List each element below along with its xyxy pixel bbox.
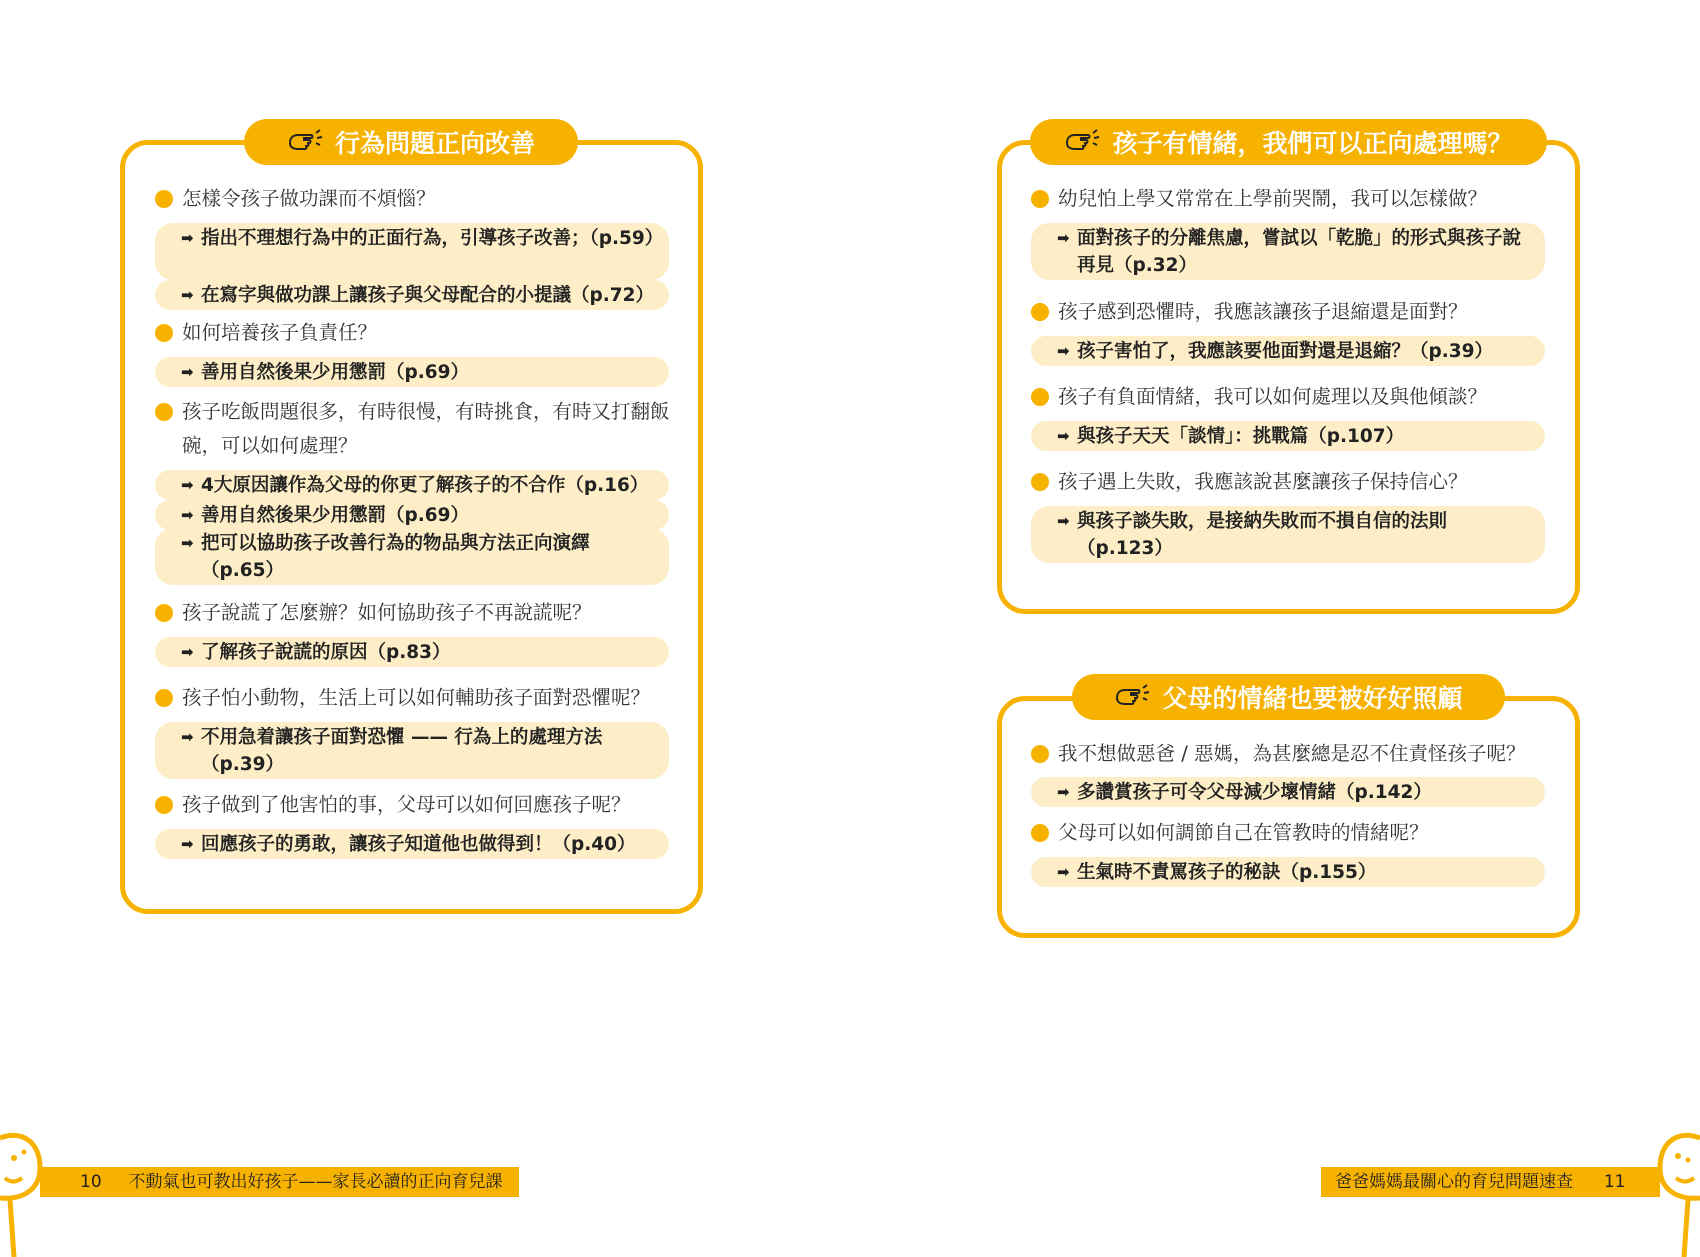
bullet-dot — [155, 403, 173, 421]
question-item: 孩子怕小動物，生活上可以如何輔助孩子面對恐懼呢？ — [155, 681, 675, 715]
book-title: 不動氣也可教出好孩子——家長必讀的正向育兒課 — [128, 1172, 503, 1192]
bullet-dot — [155, 689, 173, 707]
question-item: 孩子吃飯問題很多，有時很慢，有時挑食，有時又打翻飯碗，可以如何處理？ — [155, 395, 675, 463]
arrow-right-icon: ➡ — [1057, 229, 1070, 247]
bullet-dot — [1031, 824, 1049, 842]
arrow-right-icon: ➡ — [181, 286, 194, 304]
answer-link[interactable]: ➡ 善用自然後果少用懲罰（p.69） — [155, 357, 669, 387]
arrow-right-icon: ➡ — [181, 534, 194, 552]
question-item: 我不想做惡爸 / 惡媽，為甚麼總是忍不住責怪孩子呢？ — [1031, 737, 1556, 771]
arrow-right-icon: ➡ — [1057, 512, 1070, 530]
bullet-dot — [1031, 388, 1049, 406]
right-top-panel-title-text: 孩子有情緒，我們可以正向處理嗎？ — [1112, 129, 1513, 158]
arrow-right-icon: ➡ — [181, 643, 194, 661]
arrow-right-icon: ➡ — [181, 476, 194, 494]
page-number-left: 10 — [80, 1172, 102, 1192]
arrow-right-icon: ➡ — [1057, 427, 1070, 445]
answer-link[interactable]: ➡ 不用急着讓孩子面對恐懼 —— 行為上的處理方法（p.39） — [155, 722, 669, 779]
question-item: 孩子說謊了怎麼辦？如何協助孩子不再說謊呢？ — [155, 596, 675, 630]
answer-link[interactable]: ➡ 與孩子談失敗，是接納失敗而不損自信的法則（p.123） — [1031, 506, 1545, 563]
mascot-right-icon — [1640, 1128, 1700, 1257]
arrow-right-icon: ➡ — [1057, 783, 1070, 801]
bullet-dot — [155, 604, 173, 622]
arrow-right-icon: ➡ — [181, 506, 194, 524]
answer-link[interactable]: ➡ 回應孩子的勇敢，讓孩子知道他也做得到！（p.40） — [155, 829, 669, 859]
left-panel-title-text: 行為問題正向改善 — [334, 129, 535, 158]
answer-link[interactable]: ➡ 把可以協助孩子改善行為的物品與方法正向演繹（p.65） — [155, 528, 669, 585]
answer-link[interactable]: ➡ 孩子害怕了，我應該要他面對還是退縮？（p.39） — [1031, 336, 1545, 366]
question-item: 父母可以如何調節自己在管教時的情緒呢？ — [1031, 816, 1556, 850]
pointing-hand-icon — [1064, 127, 1102, 157]
answer-link[interactable]: ➡ 多讚賞孩子可令父母減少壞情緒（p.142） — [1031, 777, 1545, 807]
question-item: 孩子遇上失敗，我應該說甚麼讓孩子保持信心？ — [1031, 465, 1556, 499]
answer-link[interactable]: ➡ 指出不理想行為中的正面行為，引導孩子改善；（p.59） — [155, 223, 669, 280]
footer-left-bar — [40, 1167, 519, 1197]
answer-link[interactable]: ➡ 善用自然後果少用懲罰（p.69） — [155, 500, 669, 530]
answer-link[interactable]: ➡ 生氣時不責罵孩子的秘訣（p.155） — [1031, 857, 1545, 887]
arrow-right-icon: ➡ — [181, 229, 194, 247]
section-title: 爸爸媽媽最關心的育兒問題速查 — [1335, 1172, 1573, 1192]
question-item: 孩子有負面情緒，我可以如何處理以及與他傾談？ — [1031, 380, 1556, 414]
question-item: 如何培養孩子負責任？ — [155, 316, 675, 350]
bullet-dot — [155, 190, 173, 208]
answer-link[interactable]: ➡ 面對孩子的分離焦慮，嘗試以「乾脆」的形式與孩子說再見（p.32） — [1031, 223, 1545, 280]
arrow-right-icon: ➡ — [181, 363, 194, 381]
question-item: 怎樣令孩子做功課而不煩惱？ — [155, 182, 675, 216]
question-item: 孩子感到恐懼時，我應該讓孩子退縮還是面對？ — [1031, 295, 1556, 329]
arrow-right-icon: ➡ — [181, 728, 194, 746]
bullet-dot — [1031, 473, 1049, 491]
bullet-dot — [1031, 745, 1049, 763]
arrow-right-icon: ➡ — [1057, 342, 1070, 360]
page-number-right: 11 — [1603, 1172, 1626, 1192]
arrow-right-icon: ➡ — [1057, 863, 1070, 881]
answer-link[interactable]: ➡ 與孩子天天「談情」：挑戰篇（p.107） — [1031, 421, 1545, 451]
answer-link[interactable]: ➡ 在寫字與做功課上讓孩子與父母配合的小提議（p.72） — [155, 280, 669, 310]
right-bottom-panel-title — [1072, 674, 1505, 720]
answer-link[interactable]: ➡ 4大原因讓作為父母的你更了解孩子的不合作（p.16） — [155, 470, 669, 500]
arrow-right-icon: ➡ — [181, 835, 194, 853]
pointing-hand-icon — [1114, 682, 1152, 712]
right-top-panel-title — [1030, 119, 1547, 165]
question-item: 幼兒怕上學又常常在上學前哭鬧，我可以怎樣做？ — [1031, 182, 1556, 216]
left-panel-title — [244, 119, 578, 165]
footer-right-bar — [1321, 1167, 1660, 1197]
bullet-dot — [155, 796, 173, 814]
bullet-dot — [155, 324, 173, 342]
pointing-hand-icon — [287, 127, 325, 157]
bullet-dot — [1031, 303, 1049, 321]
bullet-dot — [1031, 190, 1049, 208]
question-item: 孩子做到了他害怕的事，父母可以如何回應孩子呢？ — [155, 788, 675, 822]
right-bottom-panel-title-text: 父母的情緒也要被好好照顧 — [1162, 684, 1463, 713]
answer-link[interactable]: ➡ 了解孩子說謊的原因（p.83） — [155, 637, 669, 667]
